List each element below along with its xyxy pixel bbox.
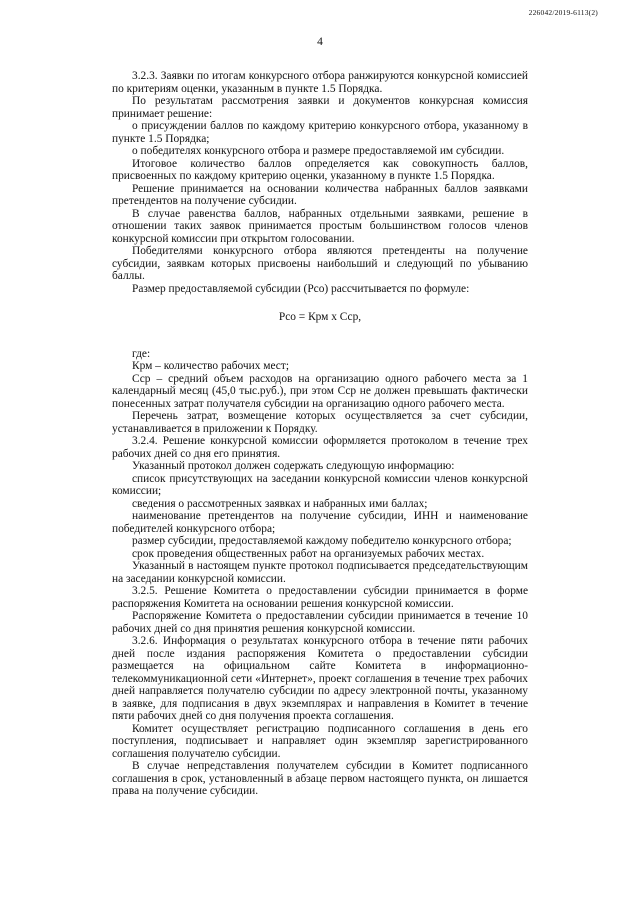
paragraph: наименование претендентов на получение субсидии, ИНН и наименование победителей конкурсного отбора; — [112, 510, 528, 535]
paragraph: срок проведения общественных работ на организуемых рабочих местах. — [132, 547, 485, 560]
paragraph: Сср – средний объем расходов на организацию одного рабочего места за 1 календарный месяц (45,0 тыс.руб.), при этом Сср не должен превышать фактически понесенных затрат получателя субсидии на организацию одного рабочего места. — [112, 372, 528, 410]
formula: Рсо = Крм х Сср, — [278, 311, 362, 323]
paragraph: По результатам рассмотрения заявки и документов конкурсная комиссия принимает решение: — [112, 95, 528, 120]
paragraph: Крм – количество рабочих мест; — [132, 360, 290, 372]
paragraph: Указанный протокол должен содержать следующую информацию: — [132, 460, 455, 472]
page-number: 4 — [317, 36, 323, 48]
document-id: 226042/2019-6113(2) — [528, 8, 598, 17]
paragraph: В случае непредставления получателем субсидии в Комитет подписанного соглашения в срок, установленный в абзаце первом настоящего пункта, он лишается права на получение субсидии. — [112, 760, 528, 797]
paragraph: Комитет осуществляет регистрацию подписанного соглашения в день его поступления, подписывает и направляет один экземпляр зарегистрированного соглашения получателю субсидии. — [112, 722, 528, 760]
paragraph: Размер предоставляемой субсидии (Рсо) рассчитывается по формуле: — [132, 282, 470, 295]
paragraph: о победителях конкурсного отбора и размере предоставляемой им субсидии. — [132, 145, 505, 157]
paragraph: размер субсидии, предоставляемой каждому победителю конкурсного отбора; — [132, 535, 512, 547]
paragraph: Распоряжение Комитета о предоставлении субсидии принимается в течение 10 рабочих дней со дня принятия решения конкурсной комиссии. — [112, 610, 528, 635]
paragraph-3-2-6: 3.2.6. Информация о результатах конкурсного отбора в течение пяти рабочих дней после издания распоряжения Комитета о предоставлении субсидии размещается на официальном сайте Комитета в информационно-телекоммуникационной сети «Интернет», проект соглашения в течение трех рабочих дней направляется получателю субсидии по адресу электронной почты, указанному в заявке, для подписания в двух экземплярах и направления в Комитет в течение пяти рабочих дней со дня получения проекта соглашения. — [112, 635, 528, 722]
paragraph: Победителями конкурсного отбора являются претенденты на получение субсидии, заявкам которых присвоены наибольший и следующий по убыванию баллы. — [112, 245, 528, 282]
paragraph: Решение принимается на основании количества набранных баллов заявками претендентов на получение субсидии. — [112, 182, 528, 207]
paragraph: сведения о рассмотренных заявках и набранных ими баллах; — [132, 497, 428, 510]
document-body — [112, 70, 528, 798]
paragraph: список присутствующих на заседании конкурсной комиссии членов конкурсной комиссии; — [112, 472, 528, 497]
paragraph: В случае равенства баллов, набранных отдельными заявками, решение в отношении таких заявок принимается простым большинством голосов членов конкурсной комиссии при открытом голосовании. — [112, 207, 528, 245]
paragraph: Итоговое количество баллов определяется как совокупность баллов, присвоенных по каждому критерию оценки, указанному в пункте 1.5 Порядка. — [112, 157, 528, 182]
paragraph-3-2-3: 3.2.3. Заявки по итогам конкурсного отбора ранжируются конкурсной комиссией по критериям оценки, указанным в пункте 1.5 Порядка. — [112, 70, 528, 95]
paragraph-3-2-4: 3.2.4. Решение конкурсной комиссии оформляется протоколом в течение трех рабочих дней со дня его принятия. — [112, 435, 528, 460]
paragraph: Перечень затрат, возмещение которых осуществляется за счет субсидии, устанавливается в приложении к Порядку. — [112, 410, 528, 435]
paragraph: Указанный в настоящем пункте протокол подписывается председательствующим на заседании конкурсной комиссии. — [112, 560, 528, 585]
paragraph: о присуждении баллов по каждому критерию конкурсного отбора, указанному в пункте 1.5 Порядка; — [112, 120, 528, 145]
paragraph: где: — [132, 347, 151, 360]
paragraph-3-2-5: 3.2.5. Решение Комитета о предоставлении субсидии принимается в форме распоряжения Комитета на основании решения конкурсной комиссии. — [112, 585, 528, 610]
